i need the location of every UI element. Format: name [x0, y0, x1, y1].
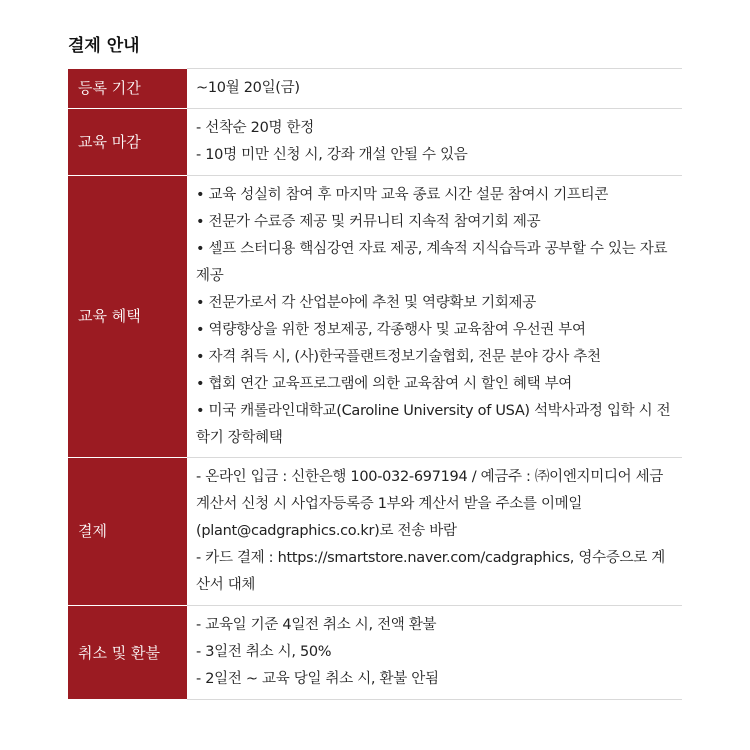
- row-label: 등록 기간: [68, 69, 187, 109]
- table-row-payment: [68, 458, 682, 606]
- benefit-item: • 미국 캐롤라인대학교(Caroline University of USA) 석박사과정 입학 시 전학기 장학혜택: [196, 402, 671, 446]
- value-line: ~10월 20일(금): [196, 80, 300, 96]
- value-line: - 10명 미만 신청 시, 강좌 개설 안될 수 있음: [196, 147, 468, 163]
- benefit-item: • 자격 취득 시, (사)한국플랜트정보기술협회, 전문 분야 강사 추천: [196, 348, 601, 365]
- table-row-deadline: [68, 109, 682, 176]
- payment-info-section: [68, 34, 682, 700]
- benefit-item: • 교육 성실히 참여 후 마지막 교육 종료 시간 설문 참여시 기프티콘: [196, 186, 609, 203]
- benefit-item: • 역량향상을 위한 정보제공, 각종행사 및 교육참여 우선권 부여: [196, 321, 586, 338]
- value-line: - 2일전 ~ 교육 당일 취소 시, 환불 안됨: [196, 671, 439, 687]
- row-value: [187, 176, 682, 458]
- value-line: - 선착순 20명 한정: [196, 120, 314, 136]
- section-title: 결제 안내: [68, 36, 140, 56]
- value-line: - 교육일 기준 4일전 취소 시, 전액 환불: [196, 617, 437, 633]
- value-line: - 카드 결제 : https://smartstore.naver.com/cadgraphics, 영수증으로 계산서 대체: [196, 550, 665, 593]
- row-label: 결제: [68, 458, 187, 606]
- benefit-item: • 셀프 스터디용 핵심강연 자료 제공, 계속적 지식습득과 공부할 수 있는 자료 제공: [196, 240, 668, 284]
- table-row-refund: [68, 606, 682, 700]
- value-line: - 3일전 취소 시, 50%: [196, 644, 332, 660]
- row-label: 취소 및 환불: [68, 606, 187, 700]
- row-value: [187, 606, 682, 700]
- row-value: [187, 69, 682, 109]
- info-table: [68, 68, 682, 700]
- table-row-registration: [68, 69, 682, 109]
- row-label: 교육 혜택: [68, 176, 187, 458]
- benefit-item: • 전문가 수료증 제공 및 커뮤니티 지속적 참여기회 제공: [196, 213, 541, 230]
- row-label: 교육 마감: [68, 109, 187, 176]
- benefit-item: • 협회 연간 교육프로그램에 의한 교육참여 시 할인 혜택 부여: [196, 375, 573, 392]
- value-line: - 온라인 입금 : 신한은행 100-032-697194 / 예금주 : ㈜이엔지미디어 세금계산서 신청 시 사업자등록증 1부와 계산서 받을 주소를 이메일 (plant@cadgraphics.co.kr)로 전송 바람: [196, 469, 664, 539]
- row-value: [187, 109, 682, 176]
- table-row-benefits: [68, 176, 682, 458]
- benefit-item: • 전문가로서 각 산업분야에 추천 및 역량확보 기회제공: [196, 294, 536, 311]
- row-value: [187, 458, 682, 606]
